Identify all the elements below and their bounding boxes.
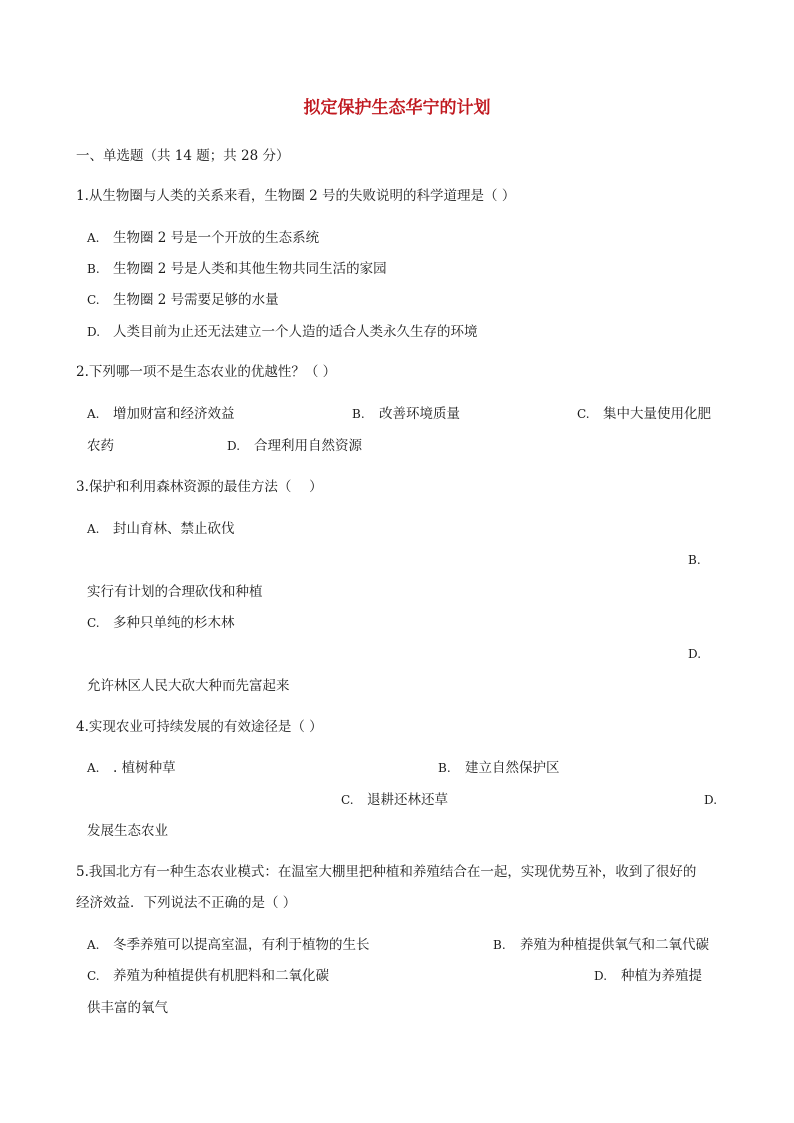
q1-option-a-text: 生物圈 2 号是一个开放的生态系统 — [113, 230, 320, 246]
q1-option-b-text: 生物圈 2 号是人类和其他生物共同生活的家园 — [113, 261, 387, 277]
q5-option-c-letter: C. — [87, 969, 100, 983]
q3-option-c-text: 多种只单纯的杉木林 — [113, 615, 235, 631]
question-5-stem: 5.我国北方有一种生态农业模式：在温室大棚里把种植和养殖结合在一起，实现优势互补，收到了很好的 — [76, 864, 697, 880]
q1-option-a-letter: A. — [87, 231, 100, 245]
q5-option-d-text: 种植为养殖提 — [621, 968, 702, 984]
q1-option-d-text: 人类目前为止还无法建立一个人造的适合人类永久生存的环境 — [113, 324, 478, 340]
q2-option-a-text: 增加财富和经济效益 — [113, 406, 235, 422]
q2-option-c-letter: C. — [577, 407, 590, 421]
q5-option-d-text-continued: 供丰富的氧气 — [87, 1000, 168, 1016]
question-2-stem: 2.下列哪一项不是生态农业的优越性？（ ） — [76, 364, 337, 380]
q3-option-b-letter: B. — [688, 553, 701, 567]
q5-option-b-text: 养殖为种植提供氧气和二氧代碳 — [520, 937, 709, 953]
q2-option-a-letter: A. — [87, 407, 100, 421]
section-heading: 一、单选题（共 14 题；共 28 分） — [76, 148, 290, 164]
q5-option-b-letter: B. — [493, 938, 506, 952]
q5-option-c-text: 养殖为种植提供有机肥料和二氧化碳 — [113, 968, 329, 984]
q1-option-b-letter: B. — [87, 262, 100, 276]
q4-option-a-letter: A. — [87, 761, 100, 775]
q1-option-c-letter: C. — [87, 293, 100, 307]
q2-option-b-letter: B. — [352, 407, 365, 421]
q5-option-a-text: 冬季养殖可以提高室温，有利于植物的生长 — [113, 937, 370, 953]
q4-option-c-text: 退耕还林还草 — [367, 792, 448, 808]
q4-option-a-text: . 植树种草 — [113, 760, 176, 776]
q3-option-a-text: 封山育林、禁止砍伐 — [113, 521, 235, 537]
q2-option-b-text: 改善环境质量 — [379, 406, 460, 422]
question-1-stem: 1.从生物圈与人类的关系来看，生物圈 2 号的失败说明的科学道理是（ ） — [76, 188, 516, 204]
q4-option-c-letter: C. — [341, 793, 354, 807]
question-3-stem: 3.保护和利用森林资源的最佳方法（ ） — [76, 479, 323, 495]
q2-option-d-text: 合理利用自然资源 — [254, 438, 362, 454]
q2-option-c-text: 集中大量使用化肥 — [603, 406, 711, 422]
q3-option-b-text: 实行有计划的合理砍伐和种植 — [87, 584, 263, 600]
q3-option-a-letter: A. — [87, 522, 100, 536]
q4-option-d-letter: D. — [704, 793, 718, 807]
q1-option-d-letter: D. — [87, 325, 101, 339]
document-title: 拟定保护生态华宁的计划 — [303, 98, 491, 118]
q4-option-b-text: 建立自然保护区 — [465, 760, 560, 776]
question-4-stem: 4.实现农业可持续发展的有效途径是（ ） — [76, 719, 323, 735]
q5-option-a-letter: A. — [87, 938, 100, 952]
q4-option-b-letter: B. — [438, 761, 451, 775]
q4-option-d-text: 发展生态农业 — [87, 823, 168, 839]
q3-option-d-text: 允许林区人民大砍大种而先富起来 — [87, 678, 290, 694]
q5-option-d-letter: D. — [594, 969, 608, 983]
q2-option-d-letter: D. — [227, 439, 241, 453]
q2-option-c-text-continued: 农药 — [87, 438, 114, 454]
q3-option-c-letter: C. — [87, 616, 100, 630]
q3-option-d-letter: D. — [688, 647, 702, 661]
question-5-stem-continued: 经济效益．下列说法不正确的是（ ） — [76, 895, 297, 911]
q1-option-c-text: 生物圈 2 号需要足够的水量 — [113, 292, 279, 308]
